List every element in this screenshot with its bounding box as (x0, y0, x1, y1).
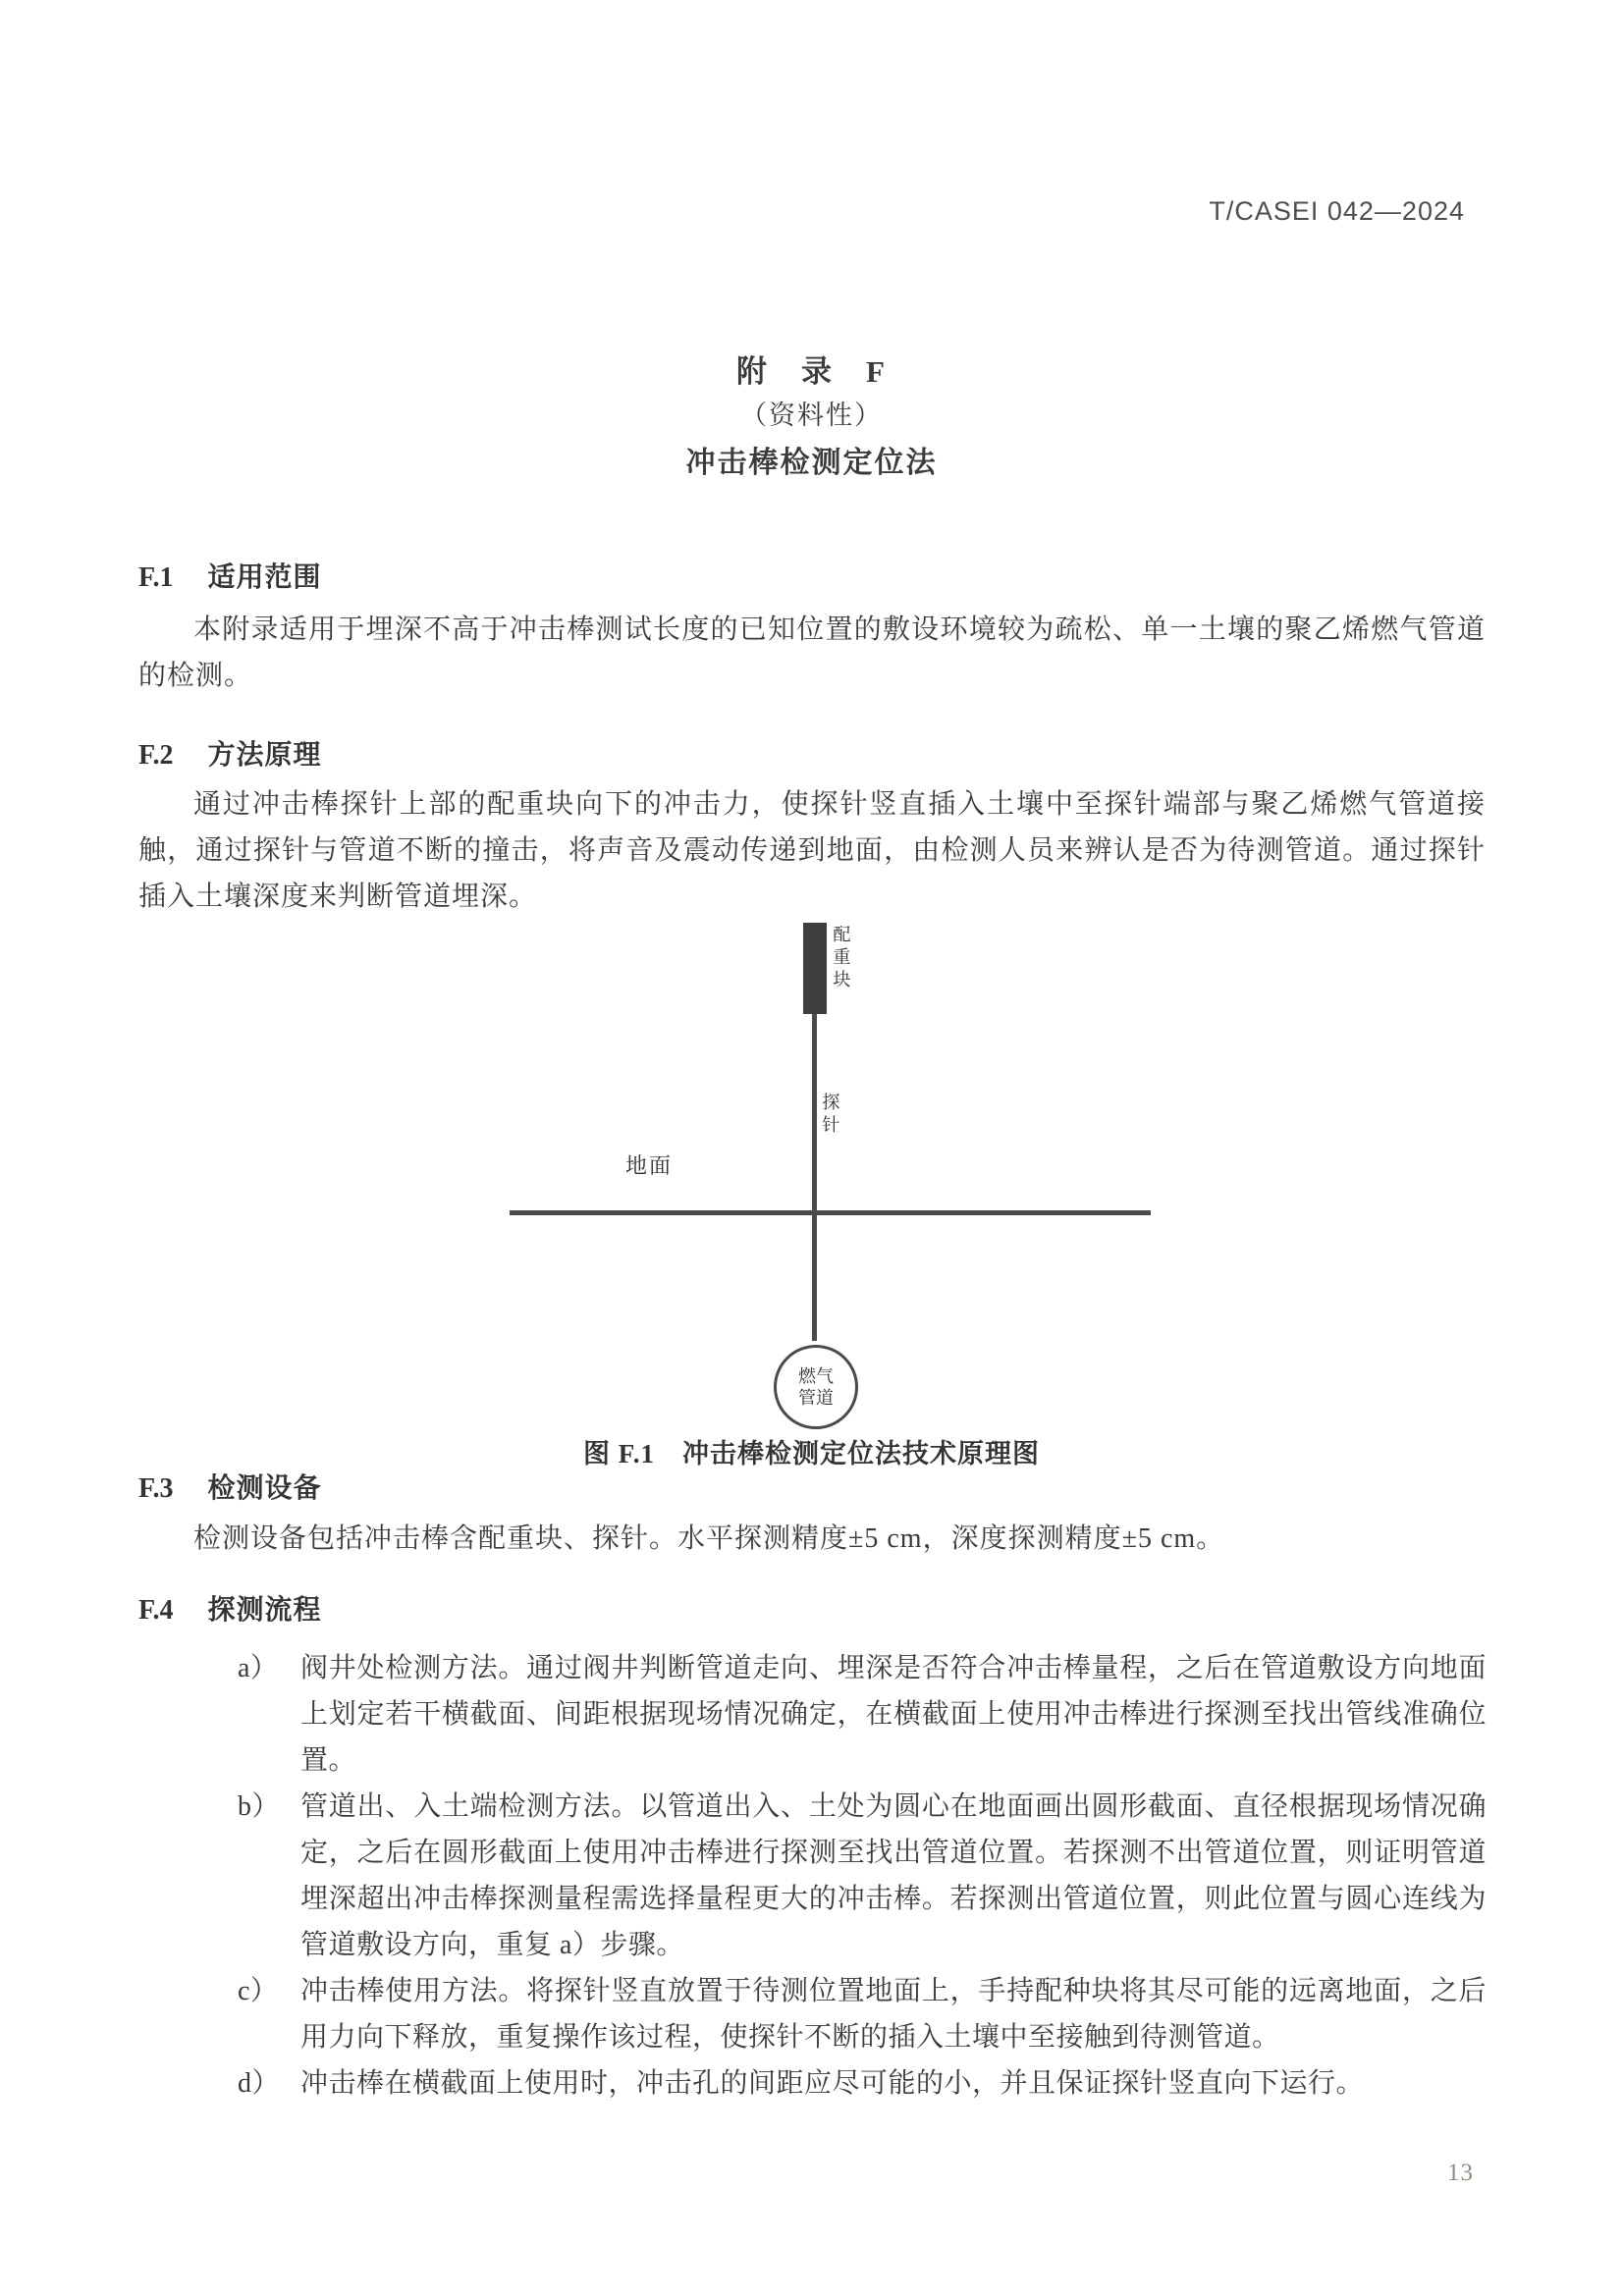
procedure-item-d (226, 2060, 1487, 2107)
procedure-item-b (226, 1784, 1487, 1968)
section-title-f2: 方法原理 (207, 740, 322, 771)
counterweight-block-shape (803, 923, 827, 1014)
procedure-item-b-marker: b） (238, 1791, 281, 1822)
gas-pipe-label-line2: 管道 (798, 1388, 834, 1408)
section-title-f3: 检测设备 (207, 1473, 322, 1504)
procedure-list (226, 1645, 1487, 2107)
section-heading-f1 (138, 556, 322, 595)
procedure-item-d-text: 冲击棒在横截面上使用时，冲击孔的间距应尽可能的小，并且保证探针竖直向下运行。 (300, 2068, 1365, 2099)
section-number-f4: F.4 (138, 1595, 174, 1626)
procedure-item-a-text: 阀井处检测方法。通过阀井判断管道走向、埋深是否符合冲击棒量程，之后在管道敷设方向地面上划定若干横截面、间距根据现场情况确定，在横截面上使用冲击棒进行探测至找出管线准确位置。 (300, 1653, 1487, 1776)
section-heading-f3 (138, 1467, 322, 1506)
probe-label: 探针 (822, 1093, 840, 1135)
figure-caption: 图 F.1 冲击棒检测定位法技术原理图 (582, 1439, 1040, 1468)
document-code: T/CASEI 042—2024 (1209, 196, 1465, 226)
appendix-title: 附 录 F (736, 354, 887, 389)
section-body-f1: 本附录适用于埋深不高于冲击棒测试长度的已知位置的敷设环境较为疏松、单一土壤的聚乙烯燃气管道的检测。 (138, 614, 1486, 691)
gas-pipe-circle (774, 1345, 858, 1429)
procedure-item-d-marker: d） (238, 2068, 281, 2099)
section-body-f3: 检测设备包括冲击棒含配重块、探针。水平探测精度±5 cm，深度探测精度±5 cm。 (193, 1523, 1225, 1554)
page-number: 13 (1447, 2160, 1474, 2186)
probe-line-shape (812, 1014, 817, 1341)
procedure-item-a (226, 1645, 1487, 1784)
section-title-f4: 探测流程 (207, 1595, 322, 1626)
section-number-f3: F.3 (138, 1473, 174, 1504)
section-number-f2: F.2 (138, 740, 174, 771)
procedure-item-a-marker: a） (238, 1653, 279, 1683)
procedure-item-c-text: 冲击棒使用方法。将探针竖直放置于待测位置地面上，手持配种块将其尽可能的远离地面，之后用力向下释放，重复操作该过程，使探针不断的插入土壤中至接触到待测管道。 (300, 1976, 1487, 2053)
counterweight-label: 配重块 (833, 925, 851, 989)
ground-line-shape (510, 1210, 1151, 1215)
section-title-f1: 适用范围 (207, 562, 322, 593)
appendix-name: 冲击棒检测定位法 (685, 447, 938, 479)
ground-label: 地面 (625, 1153, 674, 1178)
gas-pipe-label-line1: 燃气 (798, 1366, 834, 1386)
procedure-item-b-text: 管道出、入土端检测方法。以管道出入、土处为圆心在地面画出圆形截面、直径根据现场情况确定，之后在圆形截面上使用冲击棒进行探测至找出管道位置。若探测不出管道位置，则证明管道埋深超出冲击棒探测量程需选择量程更大的冲击棒。若探测出管道位置，则此位置与圆心连线为管道敷设方向，重复 a）步骤。 (300, 1791, 1487, 1960)
procedure-item-c (226, 1968, 1487, 2060)
section-heading-f4 (138, 1588, 322, 1628)
procedure-item-c-marker: c） (238, 1976, 279, 2006)
section-heading-f2 (138, 733, 322, 773)
section-number-f1: F.1 (138, 562, 174, 593)
section-body-f2: 通过冲击棒探针上部的配重块向下的冲击力，使探针竖直插入土壤中至探针端部与聚乙烯燃气管道接触，通过探针与管道不断的撞击，将声音及震动传递到地面，由检测人员来辨认是否为待测管道。通过探针插入土壤深度来判断管道埋深。 (138, 789, 1486, 912)
appendix-type: （资料性） (740, 400, 883, 430)
